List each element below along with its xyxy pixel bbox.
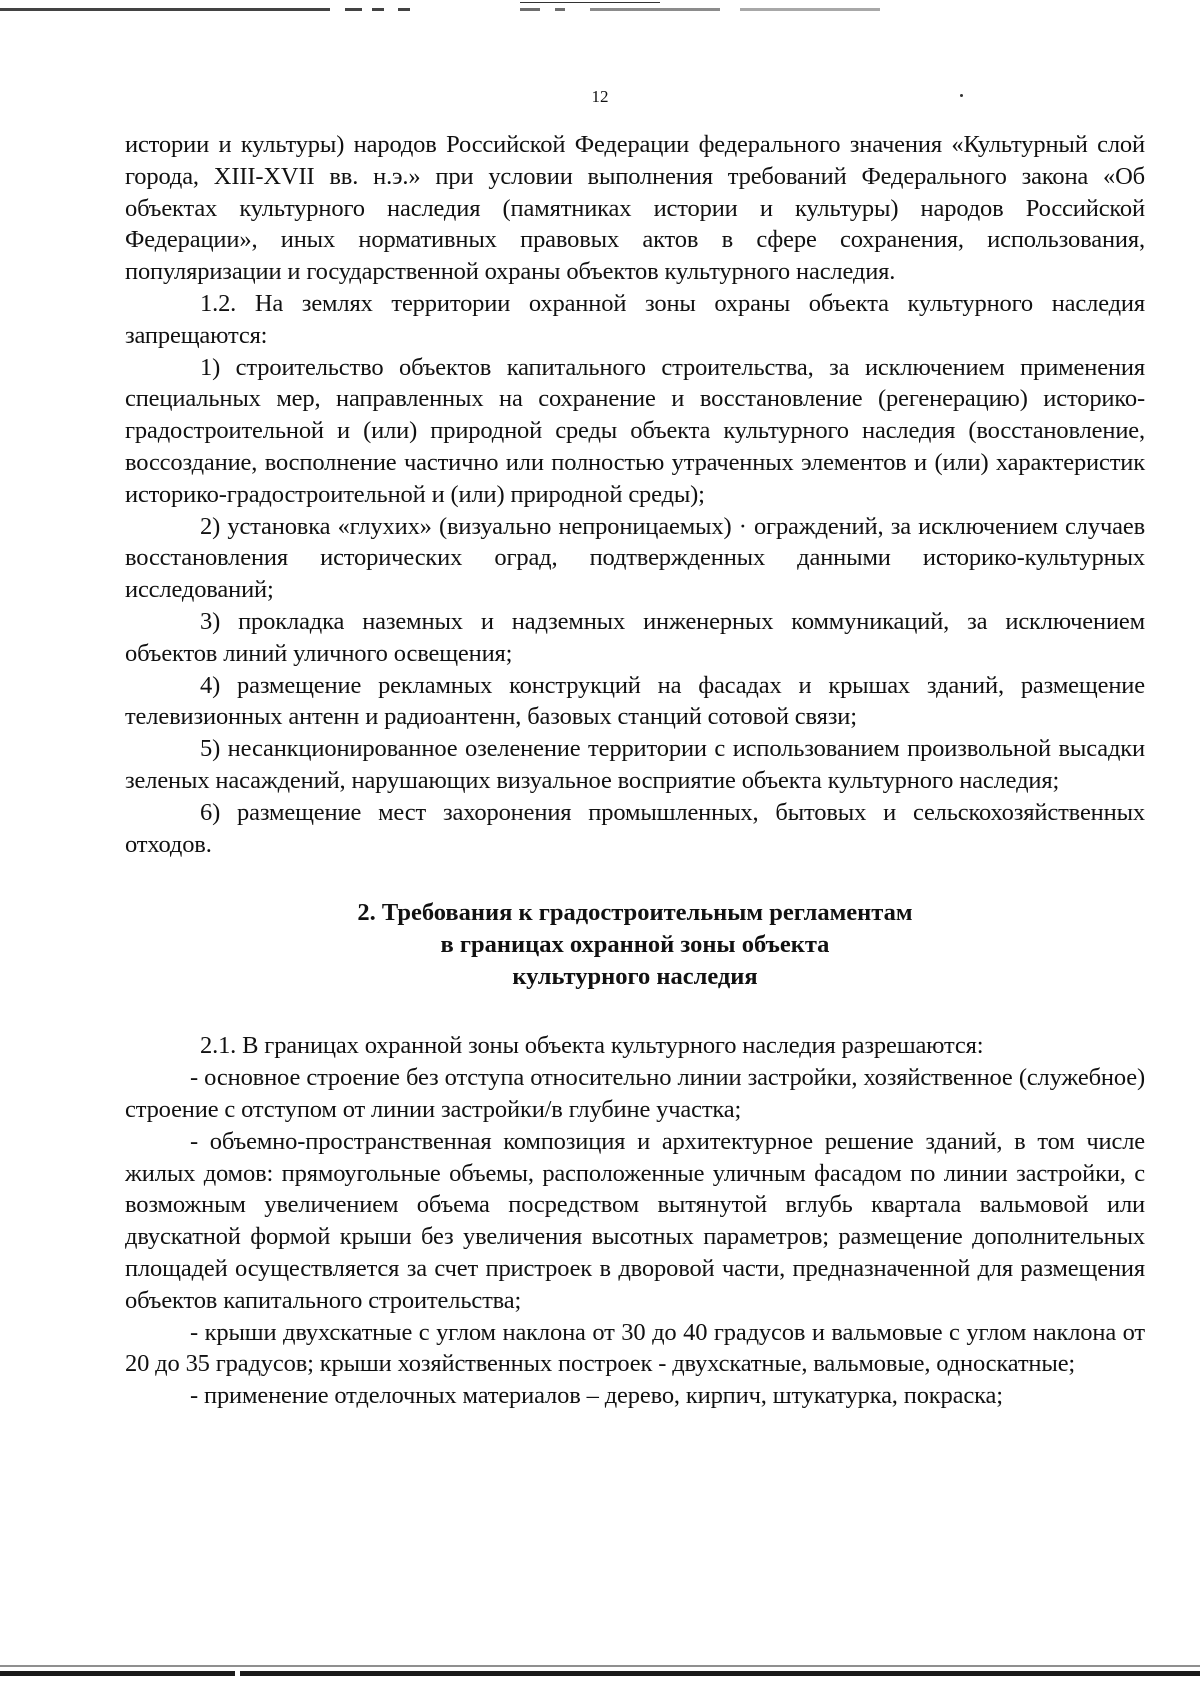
document-body [125,129,1145,1412]
dash-item-4: - применение отделочных материалов – дерево, кирпич, штукатурка, покраска; [190,1382,1003,1410]
list-item-4: 4) размещение рекламных конструкций на фасадах и крышах зданий, размещение телевизионных антенн и радиоантенн, базовых станций сотовой связи; [125,671,1145,731]
list-item-6: 6) размещение мест захоронения промышленных, бытовых и сельскохозяйственных отходов. [125,798,1145,858]
scan-artifact-top [0,8,1200,11]
list-item-3: 3) прокладка наземных и надземных инженерных коммуникаций, за исключением объектов линий уличного освещения; [125,607,1145,667]
list-item-1: 1) строительство объектов капитального строительства, за исключением применения специальных мер, направленных на сохранение и восстановление (регенерацию) историко-градостроительной и (или) природной среды объекта культурного наследия (восстановление, воссоздание, восполнение частично или полностью утраченных элементов и (или) характеристик историко-градостроительной и (или) природной среды); [125,353,1145,508]
section-heading-line-3: культурного наследия [512,963,758,991]
scan-artifact-bottom-thin [0,1665,1200,1667]
page-number: 12 [591,87,609,106]
paragraph-1-2: 1.2. На землях территории охранной зоны охраны объекта культурного наследия запрещаются: [125,289,1145,349]
list-item-2: 2) установка «глухих» (визуально непроницаемых) · ограждений, за исключением случаев восстановления исторических оград, подтвержденных данными историко-культурных исследований; [125,512,1145,604]
section-heading-line-1: 2. Требования к градостроительным регламентам [357,899,913,927]
scan-speck [960,94,963,97]
dash-item-2: - объемно-пространственная композиция и архитектурное решение зданий, в том числе жилых домов: прямоугольные объемы, расположенные уличным фасадом по линии застройки, с возможным увеличением объема посредством вытянутой вглубь квартала вальмовой или двускатной формой крыши без увеличения высотных параметров; размещение дополнительных площадей осуществляется за счет пристроек в дворовой части, предназначенной для размещения объектов капитального строительства; [125,1127,1145,1314]
section-heading-line-2: в границах охранной зоны объекта [440,931,830,959]
dash-item-1: - основное строение без отступа относительно линии застройки, хозяйственное (служебное) строение с отступом от линии застройки/в глубине участка; [125,1064,1145,1123]
section-heading [125,897,1145,993]
paragraph-2-1: 2.1. В границах охранной зоны объекта культурного наследия разрешаются: [200,1032,984,1060]
dash-item-3: - крыши двухскатные с углом наклона от 30 до 40 градусов и вальмовые с углом наклона от 20 до 35 градусов; крыши хозяйственных построек - двухскатные, вальмовые, односкатные; [125,1318,1145,1378]
scan-artifact-bottom [0,1671,1200,1676]
scan-artifact-top-short [520,2,660,3]
paragraph-continuation: истории и культуры) народов Российской Федерации федерального значения «Культурный слой города, XIII-XVII вв. н.э.» при условии выполнения требований Федерального закона «Об объектах культурного наследия (памятниках истории и культуры) народов Российской Федерации», иных нормативных правовых актов в сфере сохранения, использования, популяризации и государственной охраны объектов культурного наследия. [125,131,1145,286]
list-item-5: 5) несанкционированное озеленение территории с использованием произвольной высадки зеленых насаждений, нарушающих визуальное восприятие объекта культурного наследия; [125,735,1145,794]
